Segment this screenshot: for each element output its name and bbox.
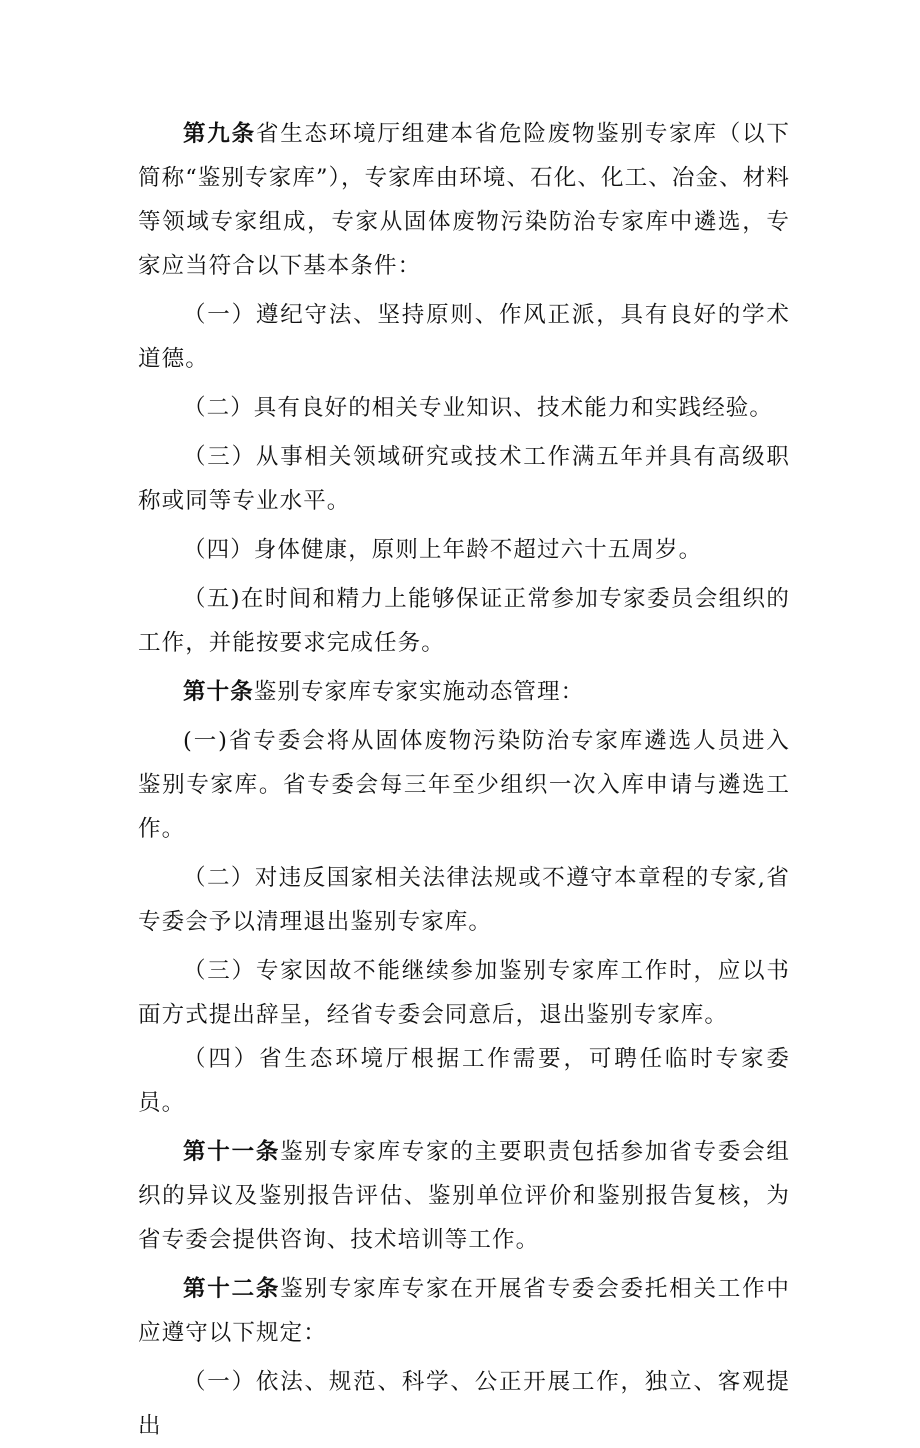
article-10-item-1: (一)省专委会将从固体废物污染防治专家库遴选人员进入鉴别专家库。省专委会每三年至少组织一次入库申请与遴选工作。 [138,728,790,842]
article-11-title: 第十一条 [183,1139,281,1165]
article-10-item-4: （四）省生态环境厅根据工作需要，可聘任临时专家委员。 [138,1046,790,1116]
article-9-title: 第九条 [183,121,256,147]
article-11-text: 鉴别专家库专家的主要职责包括参加省专委会组织的异议及鉴别报告评估、鉴别单位评价和鉴别报告复核，为省专委会提供咨询、技术培训等工作。 [138,1139,790,1253]
document-body [138,112,790,1448]
article-12-text: 鉴别专家库专家在开展省专委会委托相关工作中应遵守以下规定： [138,1276,790,1346]
article-9-item-1: （一）遵纪守法、坚持原则、作风正派，具有良好的学术道德。 [138,302,790,372]
article-12-title: 第十二条 [183,1276,281,1302]
article-9-text: 省生态环境厅组建本省危险废物鉴别专家库（以下简称“鉴别专家库”），专家库由环境、石化、化工、冶金、材料等领域专家组成，专家从固体废物污染防治专家库中遴选，专家应当符合以下基本条件： [138,121,790,279]
article-10-item-3: （三）专家因故不能继续参加鉴别专家库工作时，应以书面方式提出辞呈，经省专委会同意后，退出鉴别专家库。 [138,958,790,1028]
article-10-paragraph [138,670,790,714]
article-10-title: 第十条 [183,679,254,705]
article-12-paragraph [138,1267,790,1355]
article-11-paragraph [138,1130,790,1262]
article-9-item-3: （三）从事相关领域研究或技术工作满五年并具有高级职称或同等专业水平。 [138,444,790,514]
article-9-item-4: （四）身体健康，原则上年龄不超过六十五周岁。 [183,537,703,563]
article-10-text: 鉴别专家库专家实施动态管理： [253,679,585,705]
article-9-paragraph [138,112,790,288]
article-9-item-5: （五)在时间和精力上能够保证正常参加专家委员会组织的工作，并能按要求完成任务。 [138,586,790,656]
article-12-item-1: （一）依法、规范、科学、公正开展工作，独立、客观提出 [138,1369,790,1439]
article-9-item-2: （二）具有良好的相关专业知识、技术能力和实践经验。 [183,395,774,421]
article-10-item-2: （二）对违反国家相关法律法规或不遵守本章程的专家,省专委会予以清理退出鉴别专家库。 [138,865,790,935]
